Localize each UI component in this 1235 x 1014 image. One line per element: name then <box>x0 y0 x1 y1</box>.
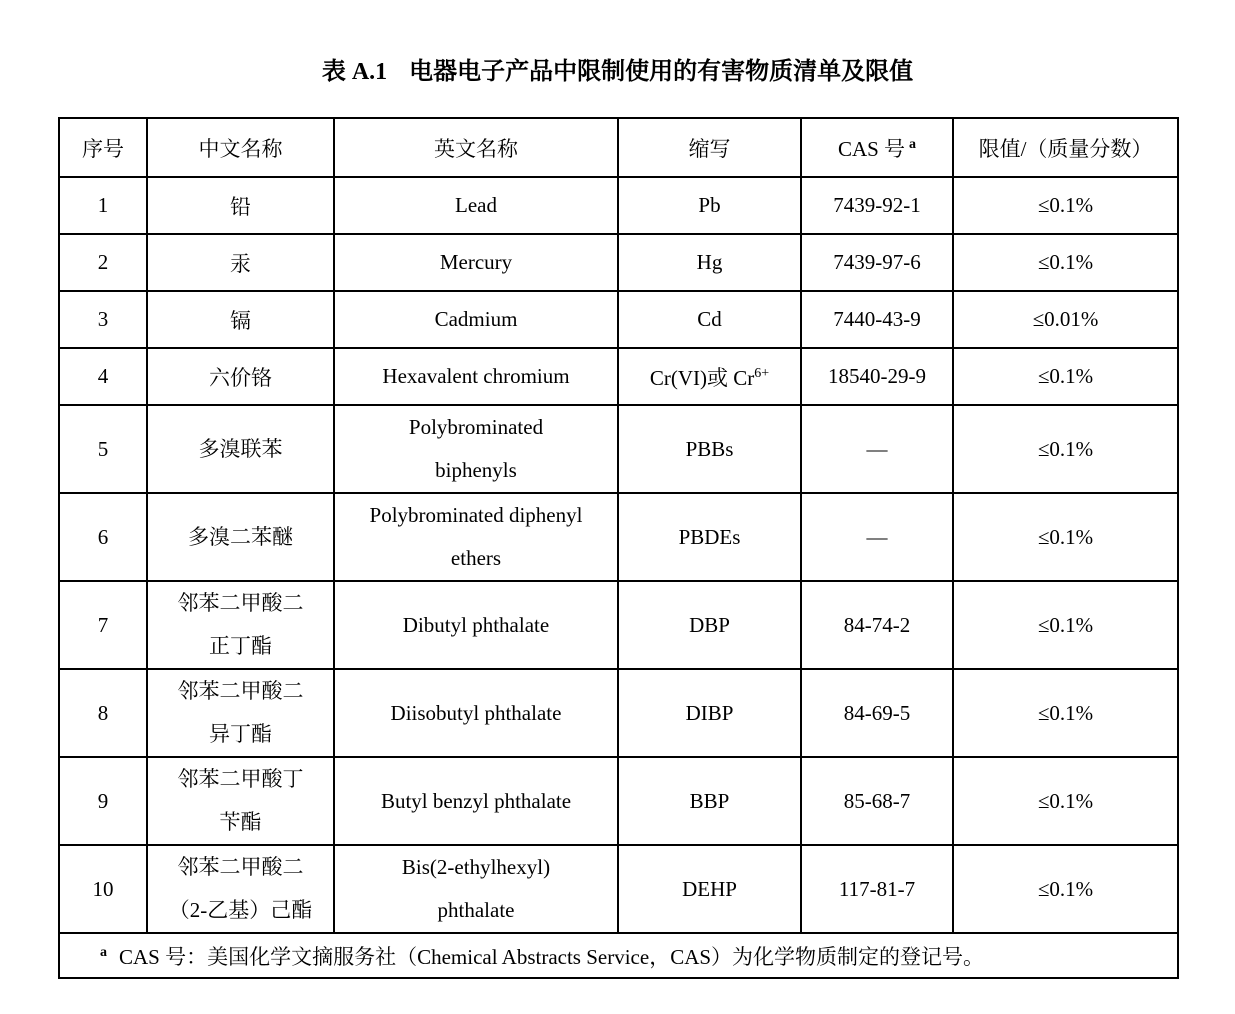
table-row <box>59 669 1178 757</box>
table-row <box>59 845 1178 933</box>
limit-value-cell <box>953 234 1178 291</box>
limit-value-cell-text: ≤0.1% <box>1037 788 1094 813</box>
limit-value-cell-text: ≤0.01% <box>1032 307 1099 331</box>
chinese-name-cell-text: 异丁酯 <box>209 722 272 746</box>
limit-value-cell-text: ≤0.1% <box>1037 250 1094 274</box>
chinese-name-cell <box>147 348 334 405</box>
limit-value-cell-text: ≤0.1% <box>1037 876 1094 901</box>
column-header-1 <box>59 118 147 177</box>
limit-value-cell <box>953 405 1178 493</box>
table-caption-text: 电器电子产品中限制使用的有害物质清单及限值 <box>409 59 914 85</box>
row-number-cell-text: 5 <box>97 436 109 461</box>
abbreviation-cell <box>618 291 801 348</box>
column-header-3 <box>334 118 618 177</box>
limit-value-cell <box>953 757 1178 845</box>
row-number-cell <box>59 581 147 669</box>
footnote-row <box>59 933 1178 978</box>
table-row <box>59 581 1178 669</box>
cas-number-cell <box>801 177 953 234</box>
chinese-name-cell-text: （2-乙基）己酯 <box>168 898 313 922</box>
abbreviation-cell-text: PBBs <box>685 436 734 461</box>
abbreviation-cell-text: DBP <box>689 612 730 637</box>
chinese-name-cell <box>147 581 334 669</box>
english-name-cell <box>334 845 618 933</box>
chinese-name-cell <box>147 757 334 845</box>
cas-number-cell-text: 84-74-2 <box>843 612 911 637</box>
row-number-cell <box>59 493 147 581</box>
english-name-cell <box>334 581 618 669</box>
abbreviation-cell <box>618 177 801 234</box>
cas-number-cell-text: — <box>866 524 888 549</box>
table-row <box>59 291 1178 348</box>
cas-number-cell <box>801 405 953 493</box>
chinese-name-cell <box>147 291 334 348</box>
english-name-cell <box>334 669 618 757</box>
cas-number-cell <box>801 493 953 581</box>
column-header-2 <box>147 118 334 177</box>
row-number-cell-text: 6 <box>97 524 109 549</box>
cas-number-cell-text: 7439-92-1 <box>833 193 921 217</box>
chinese-name-cell-text: 苄酯 <box>219 810 262 834</box>
english-name-cell-text: Mercury <box>439 250 513 274</box>
abbreviation-cell-text: BBP <box>689 788 730 813</box>
row-number-cell <box>59 669 147 757</box>
document-page <box>58 47 1177 979</box>
limit-value-cell <box>953 669 1178 757</box>
abbreviation-cell-text: Hg <box>696 250 723 274</box>
column-header-4 <box>618 118 801 177</box>
row-number-cell-text: 10 <box>92 876 114 901</box>
abbreviation-cell <box>618 493 801 581</box>
chinese-name-cell-text: 汞 <box>230 251 251 276</box>
english-name-cell-text: Polybrominated diphenyl <box>369 503 583 527</box>
english-name-cell <box>334 405 618 493</box>
abbreviation-cell-text: PBDEs <box>678 524 741 549</box>
chinese-name-cell-text: 邻苯二甲酸二 <box>177 591 304 615</box>
cas-number-cell-text: 18540-29-9 <box>828 364 926 388</box>
english-name-cell <box>334 234 618 291</box>
limit-value-cell <box>953 581 1178 669</box>
table-body <box>59 177 1178 933</box>
cas-number-cell <box>801 757 953 845</box>
column-header-6 <box>953 118 1178 177</box>
footnote-cell <box>59 933 1178 978</box>
table-row <box>59 234 1178 291</box>
limit-value-cell-text: ≤0.1% <box>1037 436 1094 461</box>
chinese-name-cell-text: 邻苯二甲酸丁 <box>177 767 304 791</box>
chinese-name-cell-text: 正丁酯 <box>209 634 272 658</box>
chinese-name-cell-text: 多溴二苯醚 <box>188 524 293 549</box>
header-footnote-marker: a <box>909 136 917 152</box>
row-number-cell <box>59 291 147 348</box>
row-number-cell <box>59 177 147 234</box>
limit-value-cell <box>953 177 1178 234</box>
row-number-cell-text: 4 <box>97 364 109 388</box>
row-number-cell <box>59 234 147 291</box>
column-header-label: CAS 号 <box>837 136 906 161</box>
table-row <box>59 348 1178 405</box>
limit-value-cell-text: ≤0.1% <box>1037 193 1094 217</box>
chinese-name-cell-text: 多溴联苯 <box>198 436 283 461</box>
abbreviation-cell <box>618 405 801 493</box>
english-name-cell-text: Lead <box>455 193 497 217</box>
cas-number-cell <box>801 348 953 405</box>
limit-value-cell-text: ≤0.1% <box>1037 700 1094 725</box>
limit-value-cell <box>953 291 1178 348</box>
english-name-cell-text: biphenyls <box>435 458 517 482</box>
cas-number-cell-text: 85-68-7 <box>843 788 911 813</box>
chinese-name-cell <box>147 845 334 933</box>
footnote-marker: a <box>100 944 107 960</box>
limit-value-cell-text: ≤0.1% <box>1037 524 1094 549</box>
limit-value-cell-text: ≤0.1% <box>1037 612 1094 637</box>
english-name-cell-text: ethers <box>450 546 502 570</box>
abbreviation-cell-text: Pb <box>698 193 721 217</box>
abbreviation-cell-text: DIBP <box>685 700 734 725</box>
row-number-cell-text: 2 <box>97 250 109 274</box>
chinese-name-cell <box>147 177 334 234</box>
limit-value-cell <box>953 348 1178 405</box>
chinese-name-cell-text: 邻苯二甲酸二 <box>177 679 304 703</box>
abbreviation-cell <box>618 757 801 845</box>
abbreviation-cell-text: Cd <box>697 307 722 331</box>
table-row <box>59 757 1178 845</box>
hazardous-substances-table <box>58 117 1179 979</box>
english-name-cell-text: Dibutyl phthalate <box>402 612 550 637</box>
english-name-cell <box>334 493 618 581</box>
chinese-name-cell-text: 铅 <box>230 194 251 219</box>
cas-number-cell-text: 117-81-7 <box>838 876 916 901</box>
table-row <box>59 405 1178 493</box>
table-caption-number: 表 A.1 <box>321 59 388 85</box>
abbreviation-cell <box>618 348 801 405</box>
row-number-cell <box>59 757 147 845</box>
column-header-label: 中文名称 <box>198 136 283 161</box>
abbreviation-cell-text: DEHP <box>682 876 737 901</box>
english-name-cell <box>334 177 618 234</box>
cas-number-cell <box>801 291 953 348</box>
chinese-name-cell <box>147 234 334 291</box>
english-name-cell <box>334 757 618 845</box>
row-number-cell-text: 7 <box>97 612 109 637</box>
cas-number-cell <box>801 581 953 669</box>
english-name-cell-text: Hexavalent chromium <box>382 364 570 388</box>
row-number-cell-text: 9 <box>97 788 109 813</box>
row-number-cell-text: 8 <box>97 700 109 725</box>
cas-number-cell-text: — <box>866 436 888 461</box>
footnote-text: CAS 号：美国化学文摘服务社（Chemical Abstracts Service，CAS）为化学物质制定的登记号。 <box>119 944 985 969</box>
abbreviation-cell <box>618 234 801 291</box>
cas-number-cell-text: 7439-97-6 <box>833 250 921 274</box>
chinese-name-cell <box>147 669 334 757</box>
row-number-cell-text: 3 <box>97 307 109 331</box>
english-name-cell-text: phthalate <box>437 898 515 922</box>
chinese-name-cell-text: 邻苯二甲酸二 <box>177 855 304 879</box>
abbreviation-cell-text: Cr(VI)或 $Cr^{6+}$ <box>649 365 770 390</box>
english-name-cell-text: Polybrominated <box>408 415 544 439</box>
chinese-name-cell-text: 镉 <box>230 308 251 333</box>
column-header-label: 序号 <box>82 136 124 161</box>
table-row <box>59 177 1178 234</box>
chinese-name-cell-text: 六价铬 <box>209 365 272 390</box>
english-name-cell-text: Bis(2-ethylhexyl) <box>401 855 551 879</box>
limit-value-cell <box>953 493 1178 581</box>
english-name-cell-text: Cadmium <box>434 307 518 331</box>
english-name-cell <box>334 291 618 348</box>
abbreviation-cell <box>618 669 801 757</box>
abbreviation-superscript: 6+ <box>754 365 770 381</box>
limit-value-cell <box>953 845 1178 933</box>
row-number-cell <box>59 348 147 405</box>
row-number-cell-text: 1 <box>97 193 109 217</box>
english-name-cell <box>334 348 618 405</box>
abbreviation-cell <box>618 581 801 669</box>
table-header-row <box>59 118 1178 177</box>
cas-number-cell <box>801 669 953 757</box>
english-name-cell-text: Butyl benzyl phthalate <box>380 788 572 813</box>
table-caption <box>58 47 1177 97</box>
table-row <box>59 493 1178 581</box>
limit-value-cell-text: ≤0.1% <box>1037 364 1094 388</box>
column-header-label: 限值/（质量分数） <box>978 136 1153 161</box>
chinese-name-cell <box>147 493 334 581</box>
abbreviation-cell <box>618 845 801 933</box>
row-number-cell <box>59 845 147 933</box>
cas-number-cell-text: 7440-43-9 <box>833 307 921 331</box>
row-number-cell <box>59 405 147 493</box>
chinese-name-cell <box>147 405 334 493</box>
column-header-5 <box>801 118 953 177</box>
cas-number-cell <box>801 234 953 291</box>
cas-number-cell-text: 84-69-5 <box>843 700 911 725</box>
column-header-label: 缩写 <box>688 136 731 161</box>
column-header-label: 英文名称 <box>434 136 518 161</box>
cas-number-cell <box>801 845 953 933</box>
english-name-cell-text: Diisobutyl phthalate <box>390 700 562 725</box>
